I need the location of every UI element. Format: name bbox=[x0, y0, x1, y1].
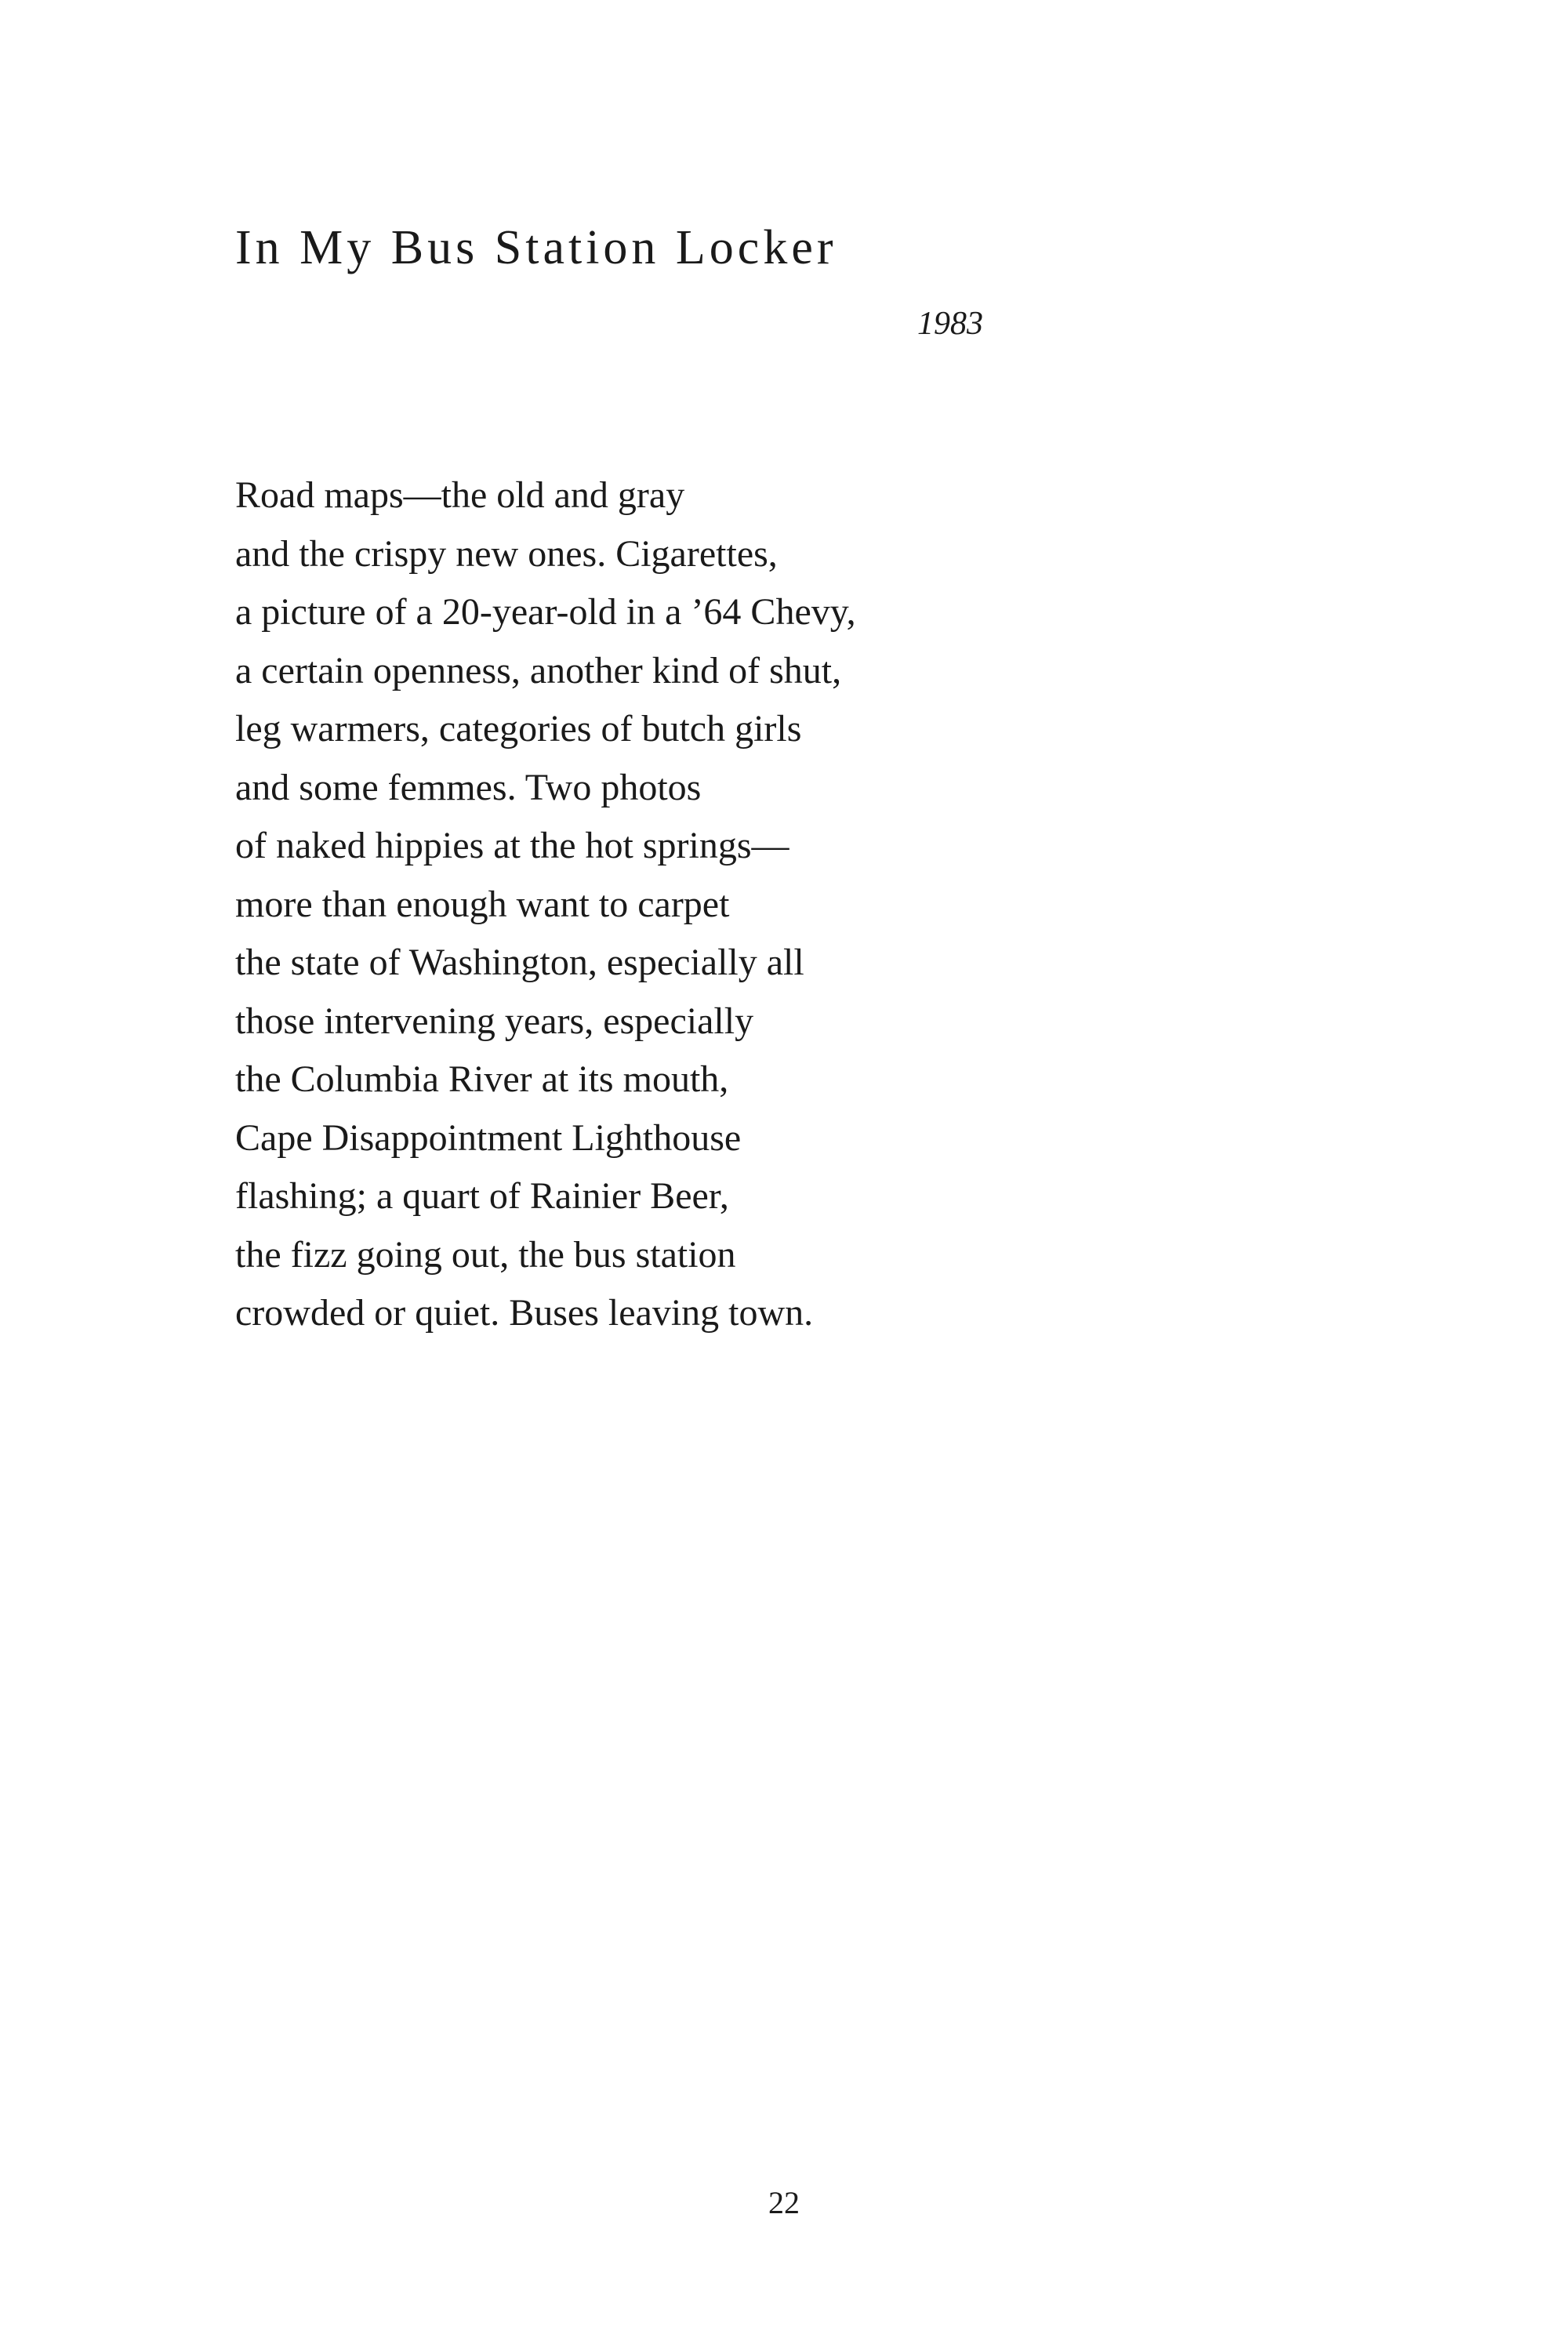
poem-line: the fizz going out, the bus station bbox=[235, 1233, 736, 1276]
poem-line: flashing; a quart of Rainier Beer, bbox=[235, 1175, 729, 1217]
poem-line: leg warmers, categories of butch girls bbox=[235, 708, 802, 750]
poem-line: of naked hippies at the hot springs— bbox=[235, 825, 789, 866]
poem-year: 1983 bbox=[917, 306, 983, 342]
poem-body bbox=[235, 466, 1411, 1343]
poem-title: In My Bus Station Locker bbox=[235, 221, 837, 274]
poem-line: a certain openness, another kind of shut, bbox=[235, 649, 842, 691]
poem-line: the state of Washington, especially all bbox=[235, 942, 804, 983]
poem-line: and the crispy new ones. Cigarettes, bbox=[235, 532, 778, 575]
poem-line: those intervening years, especially bbox=[235, 1000, 754, 1042]
poem-line: and some femmes. Two photos bbox=[235, 766, 702, 808]
page-number: 22 bbox=[768, 2185, 800, 2220]
poem-line: a picture of a 20-year-old in a ’64 Chevy, bbox=[235, 591, 856, 633]
poem-line: the Columbia River at its mouth, bbox=[235, 1058, 729, 1100]
poem-line: Cape Disappointment Lighthouse bbox=[235, 1116, 742, 1159]
poem-line: crowded or quiet. Buses leaving town. bbox=[235, 1292, 814, 1334]
poem-line: Road maps—the old and gray bbox=[235, 474, 685, 516]
poem-line: more than enough want to carpet bbox=[235, 883, 730, 925]
